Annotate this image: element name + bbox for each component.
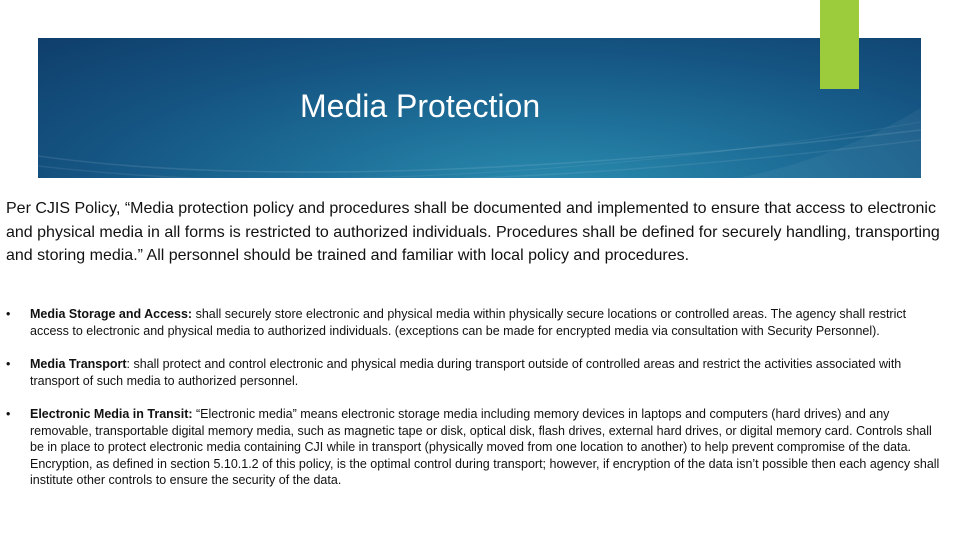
- policy-bullet-list: [6, 306, 948, 506]
- intro-paragraph: Per CJIS Policy, “Media protection policy and procedures shall be documented and implemented to ensure that access to electronic and physical media in all forms is restricted to authorized individuals. Procedures shall be defined for securely handling, transporting and storing media.” All personnel should be trained and familiar with local policy and procedures.: [6, 200, 940, 264]
- bullet-text: “Electronic media” means electronic storage media including memory devices in laptops and computers (hard drives) and any removable, transportable digital memory media, such as magnetic tape or disk, optical disk, flash drives, external hard drives, or digital memory card. Controls shall be in place to protect electronic media containing CJI while in transport (physically moved from one location to another) to help prevent compromise of the data. Encryption, as defined in section 5.10.1.2 of this policy, is the optimal control during transport; however, if encryption of the data isn’t possible then each agency shall institute other controls to ensure the security of the data.: [30, 407, 940, 487]
- bullet-media-storage: [6, 306, 948, 339]
- bullet-text: shall securely store electronic and physical media within physically secure locations or controlled areas. The agency shall restrict access to electronic and physical media to authorized individuals. (exceptions can be made for encrypted media via consultation with Security Personnel).: [30, 307, 907, 338]
- bullet-text: : shall protect and control electronic and physical media during transport outside of controlled areas and restrict the activities associated with transport of such media to authorized personnel.: [30, 357, 902, 388]
- bullet-term: Media Storage and Access:: [30, 307, 193, 321]
- bullet-icon: •: [6, 407, 11, 421]
- bullet-icon: •: [6, 357, 11, 371]
- page-title: Media Protection: [300, 88, 541, 124]
- bullet-media-transport: [6, 356, 948, 389]
- bullet-icon: •: [6, 307, 11, 321]
- bullet-term: Media Transport: [30, 357, 127, 371]
- bullet-electronic-media-transit: [6, 406, 948, 489]
- accent-bar: [820, 0, 859, 89]
- bullet-term: Electronic Media in Transit:: [30, 407, 193, 421]
